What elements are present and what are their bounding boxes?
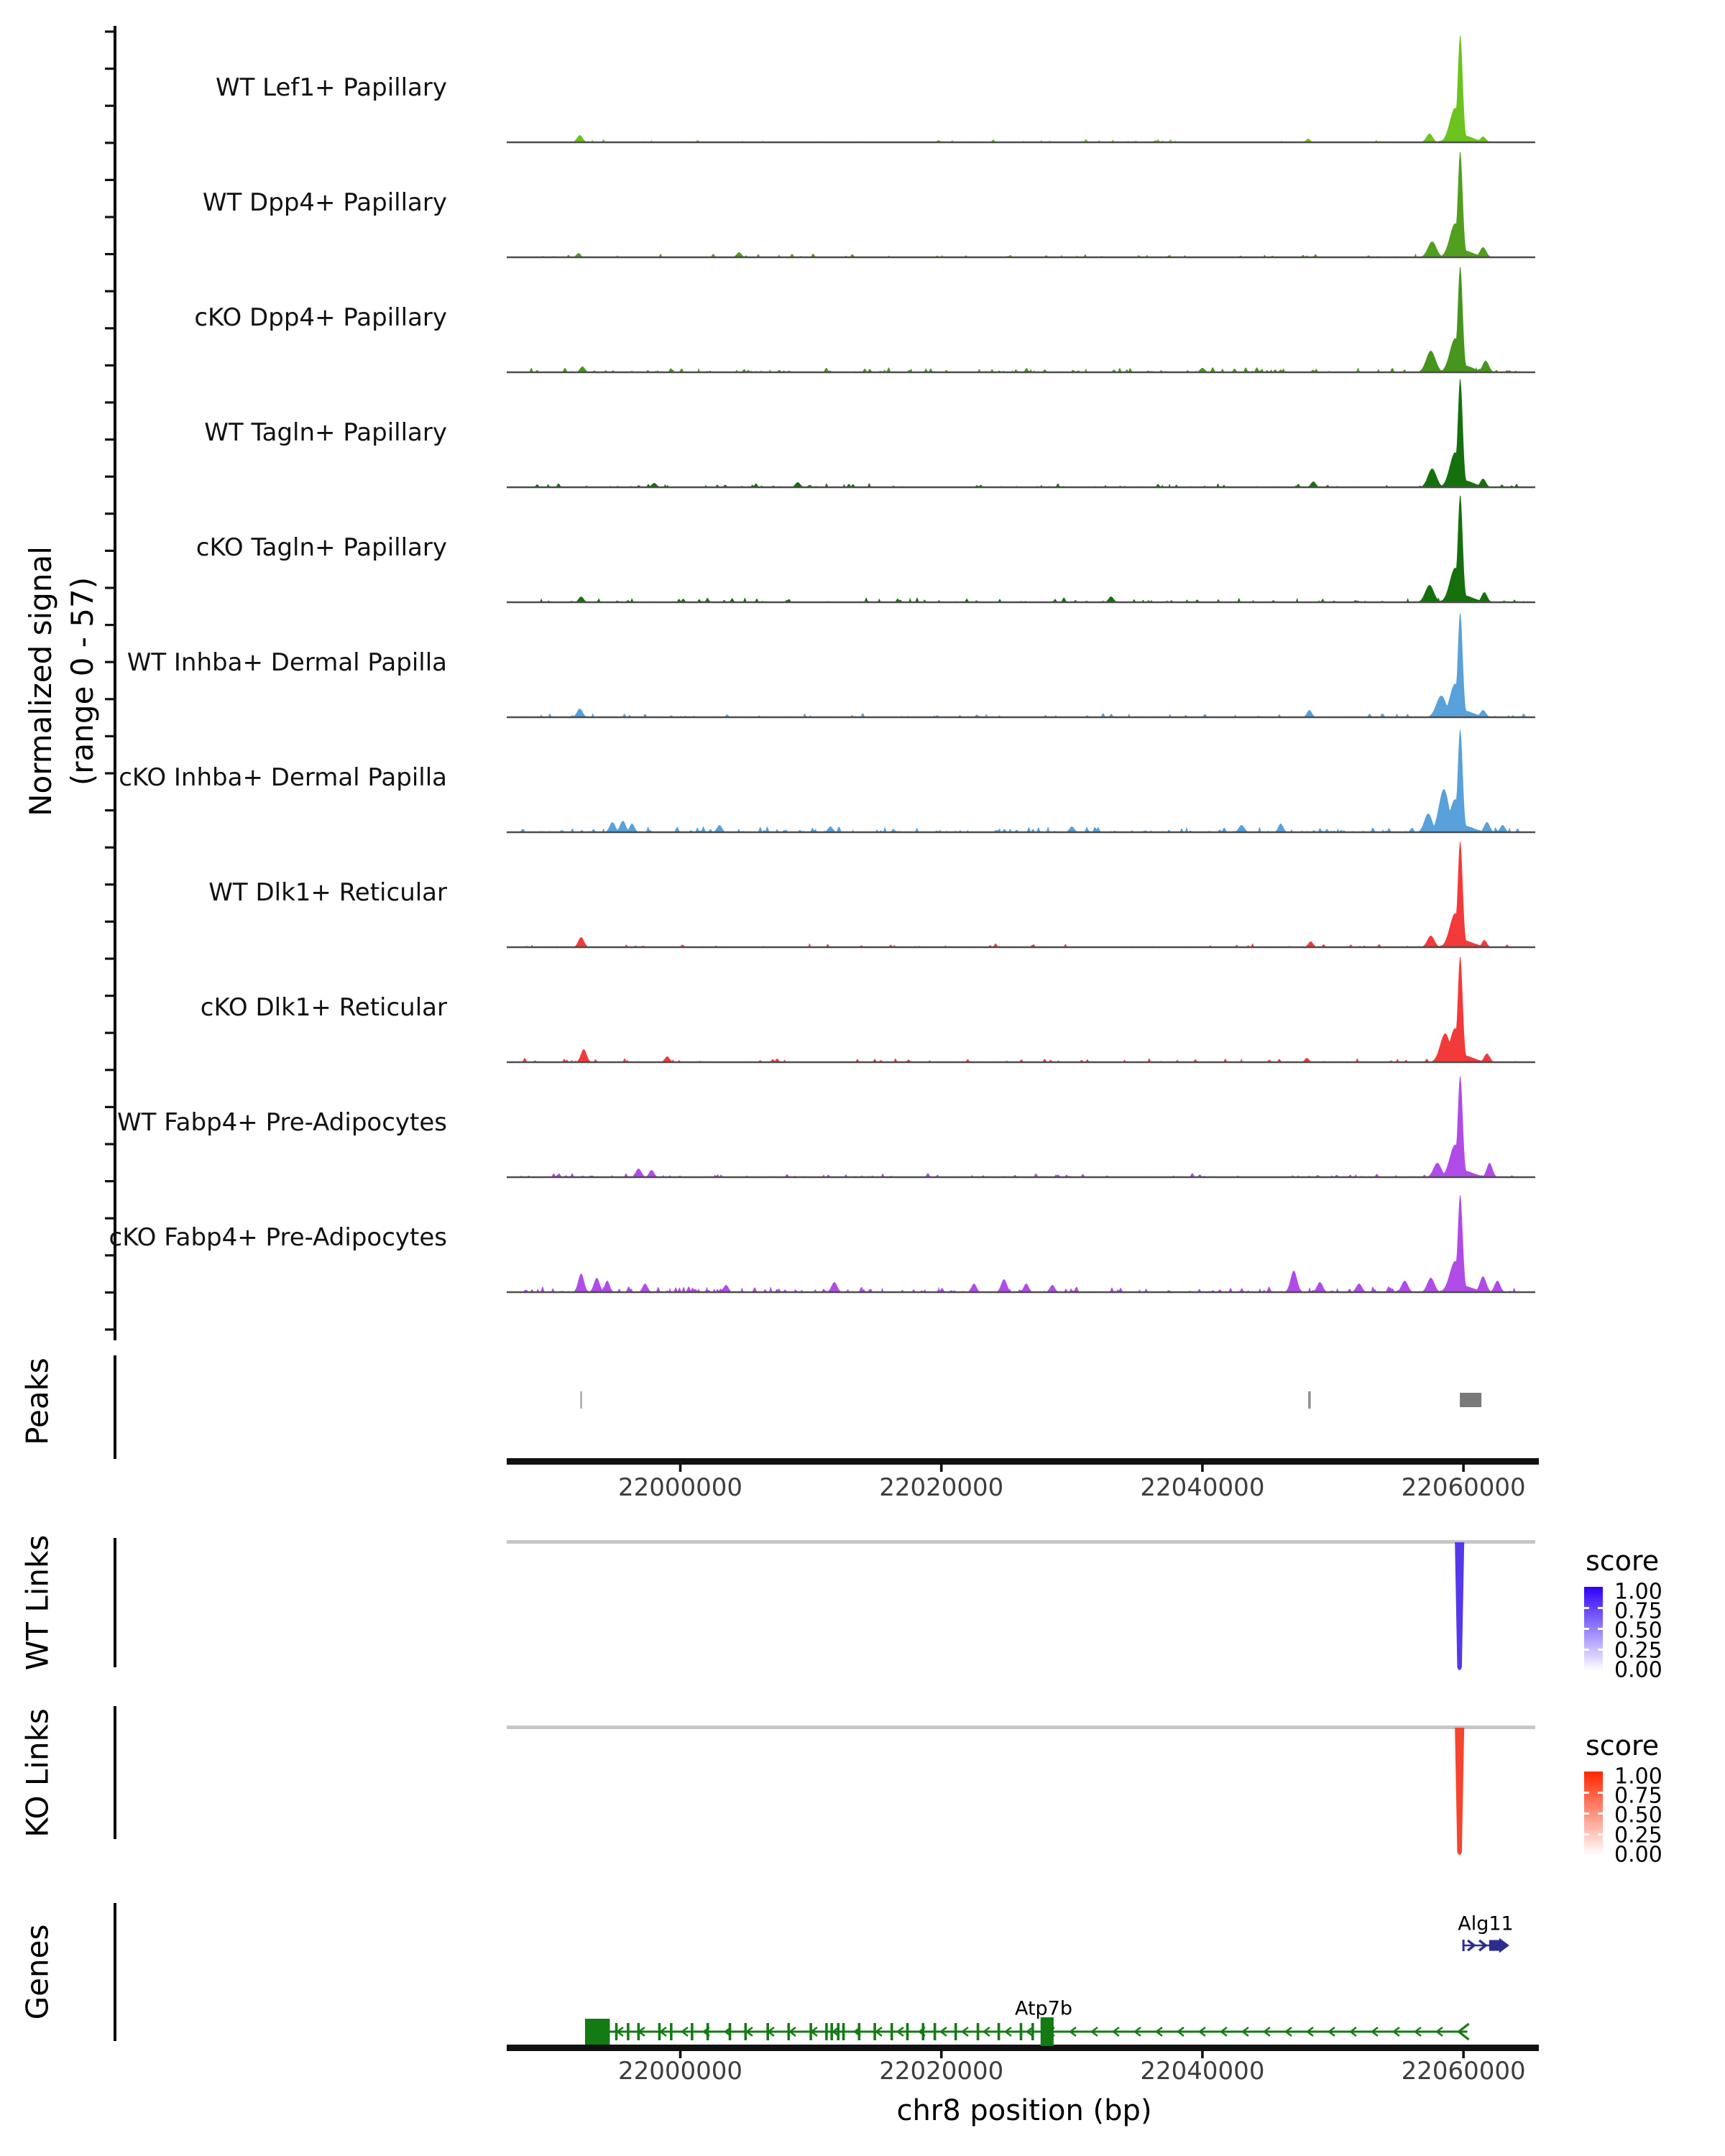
gene-alg11-arrow-exon [1489,1938,1509,1953]
legend-gradient-tick [1598,1792,1603,1794]
legend-gradient-tick [1598,1607,1603,1609]
coverage-area-track-3 [507,379,1535,487]
genome-axis-top-tick [940,1465,943,1472]
coverage-area-track-5 [507,613,1535,717]
signal-axis-label-line2: (range 0 - 57) [65,576,100,786]
genome-axis-top-bar [507,1458,1539,1465]
legend-gradient-tick [1584,1792,1589,1794]
genome-axis-top-tick-label-2: 22040000 [1140,1473,1265,1502]
legend-gradient-tick [1598,1649,1603,1651]
track-label-4: cKO Tagln+ Papillary [196,533,447,563]
score-legend-tick-0-2: 0.50 [1614,1618,1662,1644]
gene-atp7b-exon [858,2023,861,2040]
wt-links-panel-label: WT Links [19,1534,55,1671]
coverage-area-track-8 [507,957,1535,1062]
link-arc-0 [1455,1542,1464,1670]
signal-axis-label [20,546,104,816]
wt-score-gradient [1584,1587,1603,1671]
legend-gradient-tick [1598,1833,1603,1835]
legend-gradient-tick [1584,1628,1589,1630]
ko-links-panel-label: KO Links [19,1708,55,1838]
genome-axis-bottom-tick-label-0: 22000000 [617,2057,743,2086]
track-label-1: WT Dpp4+ Papillary [202,188,447,218]
genome-axis-bottom-tick-label-2: 22040000 [1140,2057,1265,2086]
gene-atp7b-exon [842,2023,845,2040]
gene-atp7b-exon [627,2023,630,2040]
track-label-7: WT Dlk1+ Reticular [208,878,447,908]
links-panel-border-1 [507,1726,1535,1729]
legend-gradient-tick [1584,1833,1589,1835]
genome-axis-top-tick-label-0: 22000000 [617,1473,743,1502]
track-label-3: WT Tagln+ Papillary [204,418,447,448]
genome-axis-bottom-tick-label-3: 22060000 [1401,2057,1526,2086]
ko-score-legend-title: score [1586,1730,1660,1761]
gene-atp7b-exon [1031,2023,1034,2040]
peak-region-mark-1 [1308,1391,1311,1409]
peak-region-mark-0 [580,1391,582,1409]
gene-atp7b-exon [977,2023,980,2040]
score-legend-tick-1-2: 0.50 [1614,1802,1662,1828]
coverage-area-track-4 [507,495,1535,602]
genome-axis-top-tick-label-1: 22020000 [879,1473,1004,1502]
track-label-6: cKO Inhba+ Dermal Papilla [119,763,447,793]
track-label-5: WT Inhba+ Dermal Papilla [126,648,447,678]
score-legend-tick-0-4: 0.00 [1614,1657,1662,1683]
coverage-area-track-10 [507,1195,1535,1292]
links-panel-border-0 [507,1540,1535,1544]
gene-atp7b-exon [670,2023,673,2040]
legend-gradient-tick [1584,1649,1589,1651]
gene-atp7b-exon [954,2023,957,2040]
gene-label-atp7b: Atp7b [1014,1997,1073,2020]
peaks-panel-label: Peaks [19,1358,55,1445]
genome-axis-top-tick [1462,1465,1465,1472]
coverage-area-track-6 [507,729,1535,832]
gene-atp7b-exon [691,2023,694,2040]
coverage-area-track-7 [507,842,1535,947]
gene-label-alg11: Alg11 [1458,1912,1514,1935]
score-legend-tick-0-1: 0.75 [1614,1598,1662,1624]
gene-atp7b-exon [922,2023,925,2040]
legend-gradient-tick [1598,1812,1603,1815]
legend-gradient-tick [1584,1812,1589,1815]
gene-atp7b-exon [707,2023,709,2040]
track-label-10: cKO Fabp4+ Pre-Adipocytes [109,1223,447,1253]
gene-atp7b-exon [891,2023,893,2040]
track-label-9: WT Fabp4+ Pre-Adipocytes [117,1108,447,1138]
legend-gradient-tick [1598,1628,1603,1630]
coverage-area-track-0 [507,35,1535,142]
score-legend-tick-0-0: 1.00 [1614,1579,1662,1605]
coverage-area-track-2 [507,267,1535,372]
signal-axis-label-line1: Normalized signal [23,546,59,816]
genes-panel-label: Genes [19,1924,55,2020]
score-legend-tick-1-1: 0.75 [1614,1783,1662,1809]
coverage-area-track-9 [507,1076,1535,1177]
wt-score-legend-title: score [1586,1545,1660,1577]
score-legend-tick-1-0: 1.00 [1614,1764,1662,1789]
gene-atp7b-exon [1020,2023,1023,2040]
track-label-8: cKO Dlk1+ Reticular [200,993,447,1023]
coverage-area-track-1 [507,152,1535,257]
score-legend-tick-0-3: 0.25 [1614,1638,1662,1664]
genome-axis-top-tick [679,1465,682,1472]
gene-atp7b-exon [825,2023,828,2040]
genome-axis-top-tick-label-3: 22060000 [1401,1473,1526,1502]
ko-score-gradient [1584,1772,1603,1856]
x-axis-title: chr8 position (bp) [896,2094,1152,2127]
gene-atp7b-exon [906,2023,909,2040]
gene-alg11-start-tick [1463,1940,1465,1951]
link-arc-1 [1455,1728,1464,1855]
gene-atp7b-exon [837,2023,840,2040]
genome-axis-bottom-tick-label-1: 22020000 [879,2057,1004,2086]
genome-axis-bottom-bar [507,2045,1539,2051]
gene-atp7b-exon [729,2023,732,2040]
score-legend-tick-1-4: 0.00 [1614,1842,1662,1868]
gene-atp7b-tall-exon-box [1041,2017,1054,2046]
gene-atp7b-exon [934,2023,937,2040]
score-legend-tick-1-3: 0.25 [1614,1823,1662,1848]
track-label-0: WT Lef1+ Papillary [215,73,447,103]
peak-region-box [1460,1393,1481,1407]
genome-axis-top-tick [1201,1465,1204,1472]
gene-atp7b-first-exon-box [585,2019,610,2045]
gene-atp7b-exon [998,2023,1000,2040]
track-label-2: cKO Dpp4+ Papillary [194,303,447,333]
legend-gradient-tick [1584,1607,1589,1609]
